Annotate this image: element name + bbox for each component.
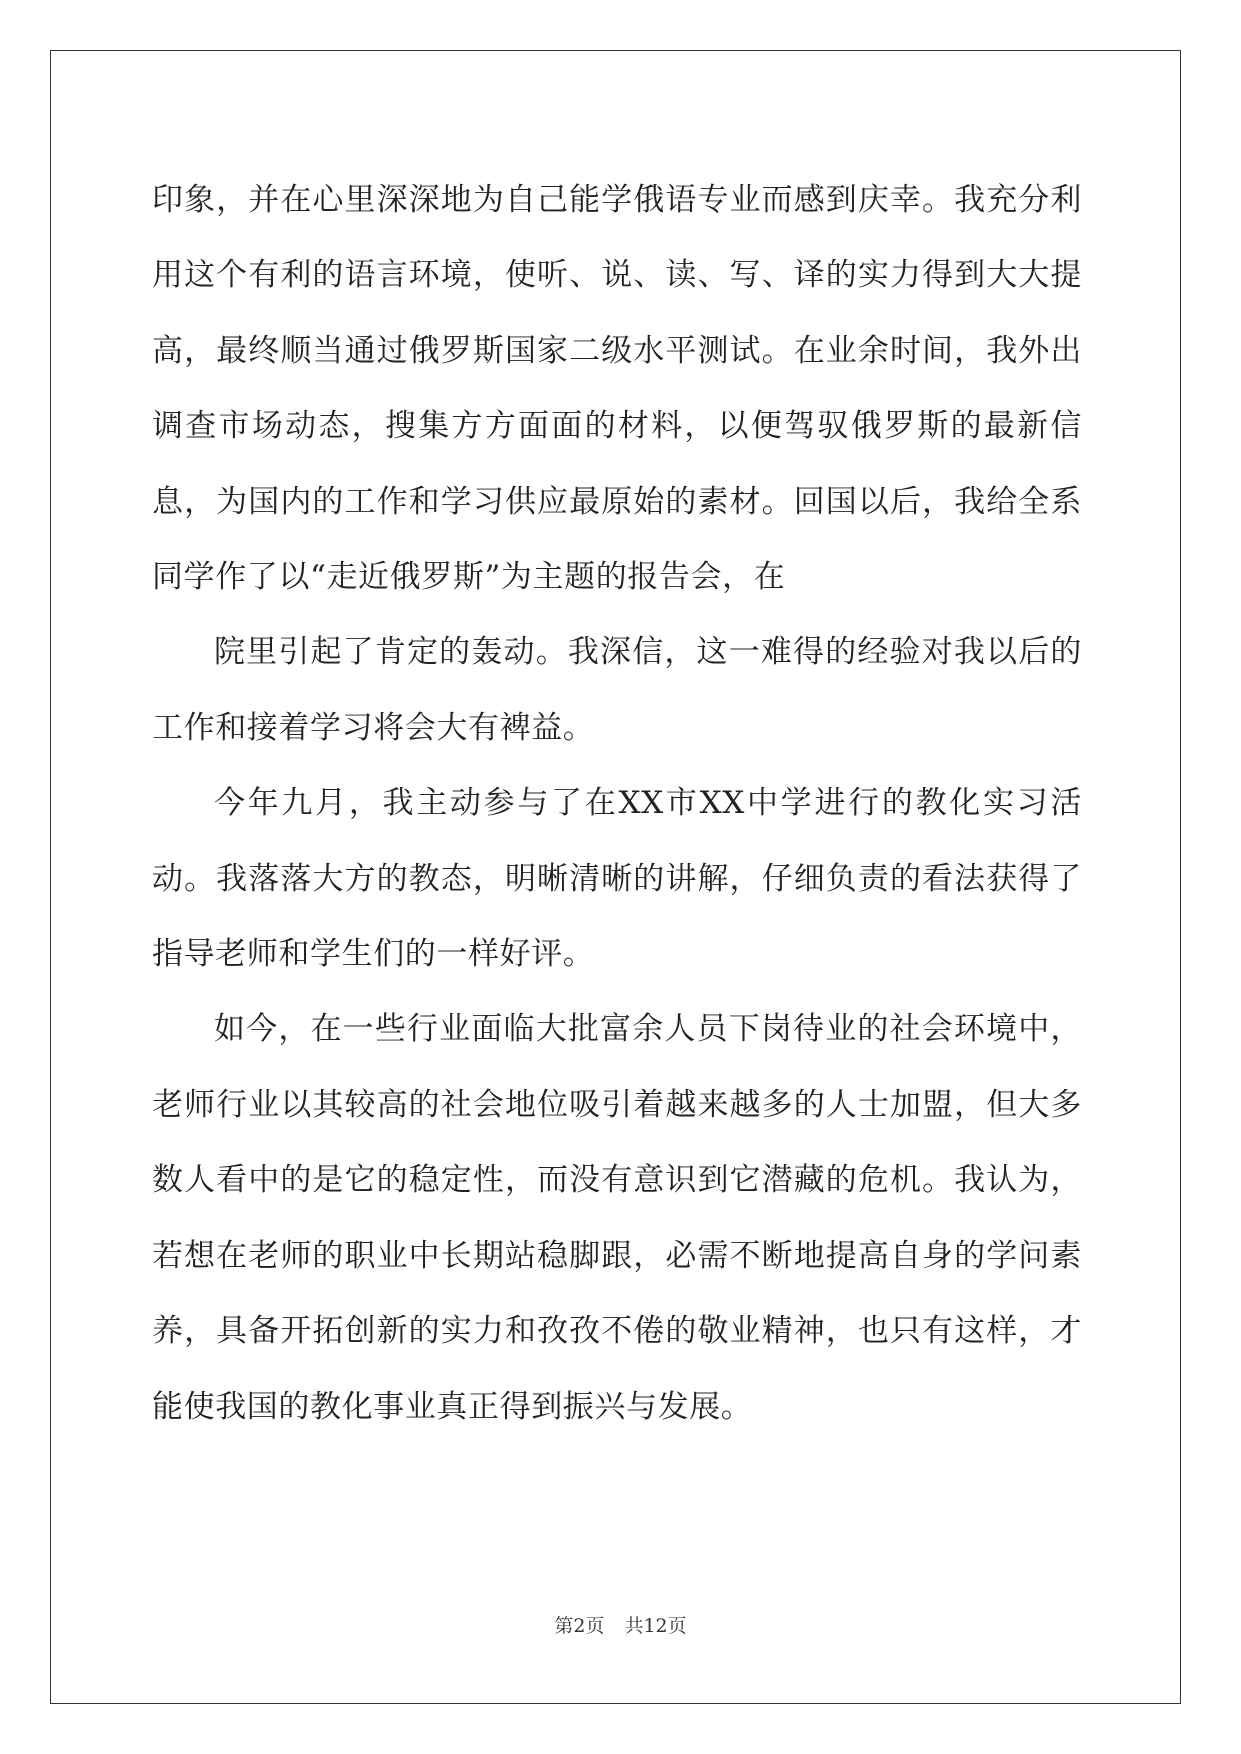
page-footer <box>0 1611 1241 1638</box>
paragraph-1: 印象，并在心里深深地为自己能学俄语专业而感到庆幸。我充分利用这个有利的语言环境，使听、说、读、写、译的实力得到大大提高，最终顺当通过俄罗斯国家二级水平测试。在业余时间，我外出调查市场动态，搜集方方面面的材料，以便驾驭俄罗斯的最新信息，为国内的工作和学习供应最原始的素材。回国以后，我给全系同学作了以“走近俄罗斯”为主题的报告会，在 <box>152 182 1082 596</box>
document-body <box>152 163 1082 1445</box>
paragraph-4: 如今，在一些行业面临大批富余人员下岗待业的社会环境中，老师行业以其较高的社会地位吸引着越来越多的人士加盟，但大多数人看中的是它的稳定性，而没有意识到它潜藏的危机。我认为，若想在老师的职业中长期站稳脚跟，必需不断地提高自身的学问素养，具备开拓创新的实力和孜孜不倦的敬业精神，也只有这样，才能使我国的教化事业真正得到振兴与发展。 <box>152 1011 1082 1425</box>
page-number: 第2页 <box>554 1615 605 1637</box>
paragraph-2: 院里引起了肯定的轰动。我深信，这一难得的经验对我以后的工作和接着学习将会大有裨益。 <box>152 634 1082 746</box>
page-total: 共12页 <box>624 1615 687 1637</box>
paragraph-3: 今年九月，我主动参与了在XX市XX中学进行的教化实习活动。我落落大方的教态，明晰清晰的讲解，仔细负责的看法获得了指导老师和学生们的一样好评。 <box>152 785 1082 973</box>
